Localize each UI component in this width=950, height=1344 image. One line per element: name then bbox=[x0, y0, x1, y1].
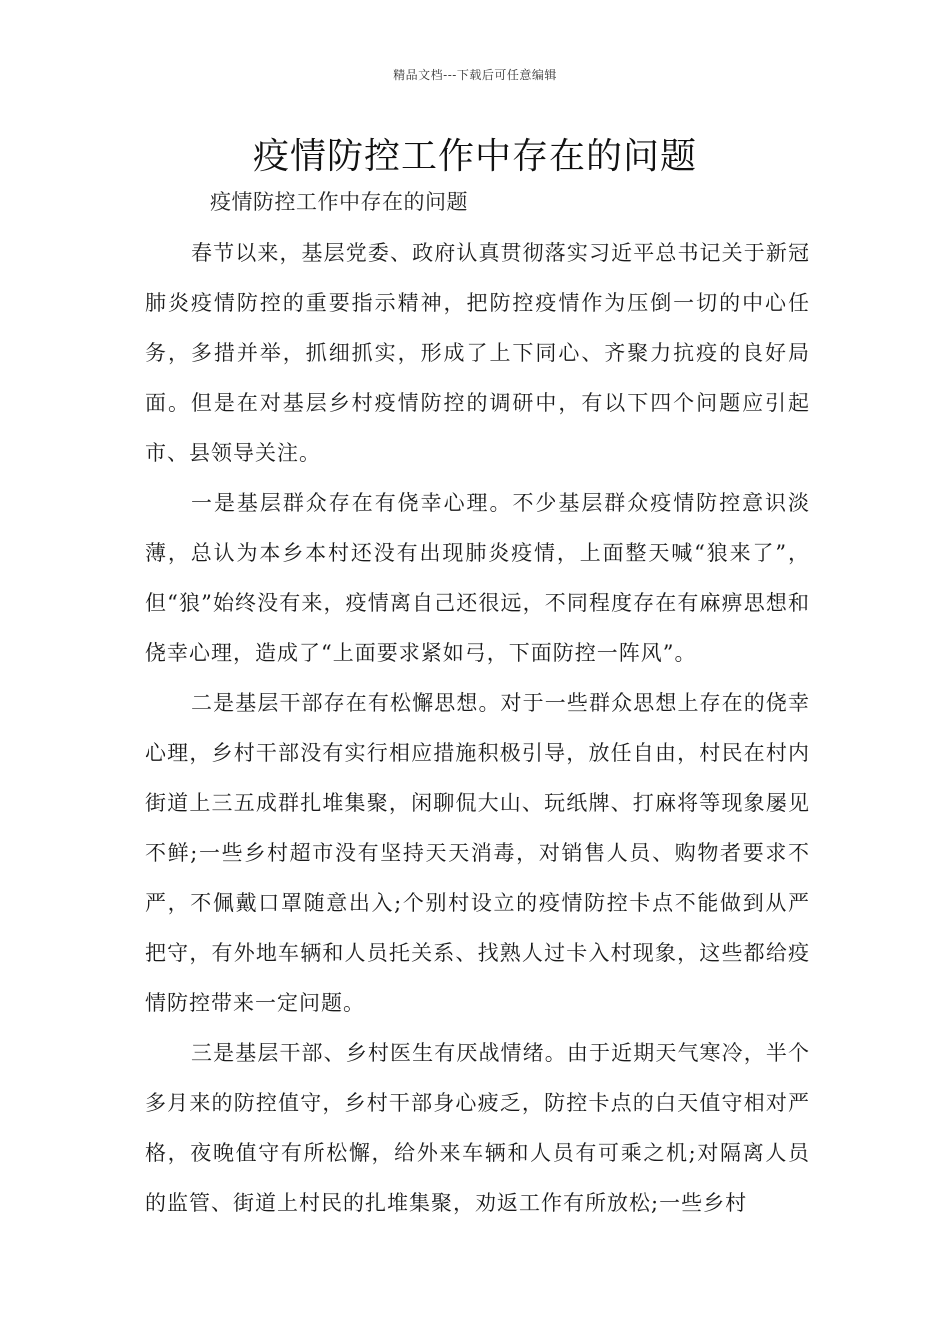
paragraph-point-three: 三是基层干部、乡村医生有厌战情绪。由于近期天气寒冷，半个多月来的防控值守，乡村干部身心疲乏，防控卡点的白天值守相对严格，夜晚值守有所松懈，给外来车辆和人员有可乘之机;对隔离人员的监管、街道上村民的扎堆集聚，劝返工作有所放松;一些乡村 bbox=[145, 1041, 810, 1215]
document-title: 疫情防控工作中存在的问题 bbox=[252, 136, 697, 177]
paragraph-point-one: 一是基层群众存在有侥幸心理。不少基层群众疫情防控意识淡薄，总认为本乡本村还没有出现肺炎疫情，上面整天喊“狼来了”，但“狼”始终没有来，疫情离自己还很远，不同程度存在有麻痹思想和侥幸心理，造成了“上面要求紧如弓，下面防控一阵风”。 bbox=[145, 491, 810, 665]
paragraph-point-two: 二是基层干部存在有松懈思想。对于一些群众思想上存在的侥幸心理，乡村干部没有实行相应措施积极引导，放任自由，村民在村内街道上三五成群扎堆集聚，闲聊侃大山、玩纸牌、打麻将等现象屡见不鲜;一些乡村超市没有坚持天天消毒，对销售人员、购物者要求不严，不佩戴口罩随意出入;个别村设立的疫情防控卡点不能做到从严把守，有外地车辆和人员托关系、找熟人过卡入村现象，这些都给疫情防控带来一定问题。 bbox=[145, 691, 810, 1015]
document-subtitle: 疫情防控工作中存在的问题 bbox=[210, 190, 468, 214]
paragraph-intro: 春节以来，基层党委、政府认真贯彻落实习近平总书记关于新冠肺炎疫情防控的重要指示精神，把防控疫情作为压倒一切的中心任务，多措并举，抓细抓实，形成了上下同心、齐聚力抗疫的良好局面。但是在对基层乡村疫情防控的调研中，有以下四个问题应引起市、县领导关注。 bbox=[145, 241, 810, 465]
header-note: 精品文档---下载后可任意编辑 bbox=[393, 68, 557, 82]
document-body bbox=[145, 228, 810, 1228]
